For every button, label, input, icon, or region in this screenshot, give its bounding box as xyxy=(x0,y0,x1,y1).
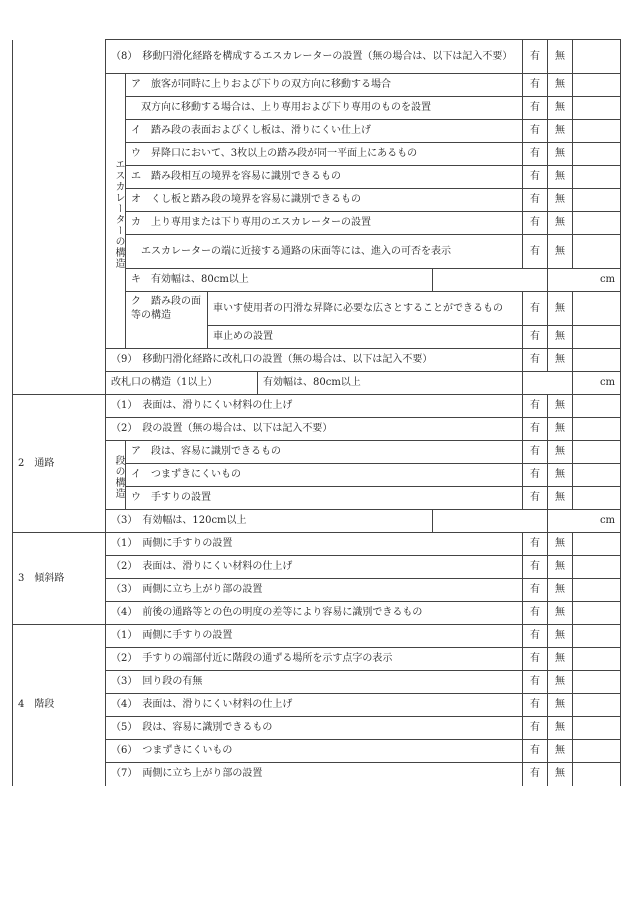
remarks-cell xyxy=(573,212,621,235)
unit-cm: cm xyxy=(573,372,621,395)
yes-option[interactable]: 有 xyxy=(523,671,548,694)
escalator-structure-label: エスカレーターの構造 xyxy=(106,74,126,349)
remarks-cell xyxy=(573,533,621,556)
item-label: （2） 表面は、滑りにくい材料の仕上げ xyxy=(106,556,523,579)
no-option[interactable]: 無 xyxy=(548,441,573,464)
item-label: エ 踏み段相互の境界を容易に識別できるもの xyxy=(126,166,523,189)
item-label: カ 上り専用または下り専用のエスカレーターの設置 xyxy=(126,212,523,235)
remarks-cell xyxy=(573,349,621,372)
yes-option[interactable]: 有 xyxy=(523,602,548,625)
remarks-cell xyxy=(573,464,621,487)
remarks-cell xyxy=(573,671,621,694)
item-label: ウ 手すりの設置 xyxy=(126,487,523,510)
no-option[interactable]: 無 xyxy=(548,212,573,235)
remarks-cell xyxy=(573,648,621,671)
remarks-cell xyxy=(573,441,621,464)
remarks-cell xyxy=(573,395,621,418)
item-label: （5） 段は、容易に識別できるもの xyxy=(106,717,523,740)
yes-option[interactable]: 有 xyxy=(523,487,548,510)
item-label: （3） 両側に立ち上がり部の設置 xyxy=(106,579,523,602)
no-option[interactable]: 無 xyxy=(548,418,573,441)
remarks-cell xyxy=(573,625,621,648)
no-option[interactable]: 無 xyxy=(548,235,573,269)
no-option[interactable]: 無 xyxy=(548,326,573,349)
yes-option[interactable]: 有 xyxy=(523,533,548,556)
item-label: 車いす使用者の円滑な昇降に必要な広さとすることができるもの xyxy=(208,292,523,326)
category-stairs: 4 階段 xyxy=(13,625,106,786)
yes-option[interactable]: 有 xyxy=(523,235,548,269)
item-label: （2） 段の設置（無の場合は、以下は記入不要） xyxy=(106,418,523,441)
unit-cm: cm xyxy=(548,269,621,292)
remarks-cell xyxy=(573,556,621,579)
item-label: （3） 有効幅は、120cm以上 xyxy=(106,510,433,533)
no-option[interactable]: 無 xyxy=(548,717,573,740)
no-option[interactable]: 無 xyxy=(548,120,573,143)
remarks-cell xyxy=(573,120,621,143)
no-option[interactable]: 無 xyxy=(548,74,573,97)
width-input[interactable] xyxy=(523,372,573,395)
yes-option[interactable]: 有 xyxy=(523,74,548,97)
row-escalator xyxy=(13,40,621,74)
step-structure-label: 段の構造 xyxy=(106,441,126,510)
yes-option[interactable]: 有 xyxy=(523,326,548,349)
item-label: （1） 表面は、滑りにくい材料の仕上げ xyxy=(106,395,523,418)
no-option[interactable]: 無 xyxy=(548,395,573,418)
remarks-cell xyxy=(573,602,621,625)
item-label: オ くし板と踏み段の境界を容易に識別できるもの xyxy=(126,189,523,212)
item-label: （8） 移動円滑化経路を構成するエスカレーターの設置（無の場合は、以下は記入不要） xyxy=(106,40,523,74)
no-option[interactable]: 無 xyxy=(548,349,573,372)
yes-option[interactable]: 有 xyxy=(523,189,548,212)
remarks-cell xyxy=(573,74,621,97)
item-label: ウ 昇降口において、3枚以上の踏み段が同一平面上にあるもの xyxy=(126,143,523,166)
item-label: ア 旅客が同時に上りおよび下りの双方向に移動する場合 xyxy=(126,74,523,97)
item-label: 改札口の構造（1以上） xyxy=(106,372,258,395)
remarks-cell xyxy=(573,579,621,602)
item-label: 有効幅は、80cm以上 xyxy=(258,372,523,395)
no-option[interactable]: 無 xyxy=(548,694,573,717)
no-option[interactable]: 無 xyxy=(548,97,573,120)
remarks-cell xyxy=(573,292,621,326)
yes-option[interactable]: 有 xyxy=(523,40,548,74)
no-option[interactable]: 無 xyxy=(548,533,573,556)
no-option[interactable]: 無 xyxy=(548,292,573,326)
no-option[interactable]: 無 xyxy=(548,464,573,487)
unit-cm: cm xyxy=(548,510,621,533)
yes-option[interactable]: 有 xyxy=(523,740,548,763)
width-input[interactable] xyxy=(433,510,548,533)
item-label: （4） 表面は、滑りにくい材料の仕上げ xyxy=(106,694,523,717)
yes-option[interactable]: 有 xyxy=(523,648,548,671)
item-label: （4） 前後の通路等との色の明度の差等により容易に識別できるもの xyxy=(106,602,523,625)
item-label: （9） 移動円滑化経路に改札口の設置（無の場合は、以下は記入不要） xyxy=(106,349,523,372)
no-option[interactable]: 無 xyxy=(548,602,573,625)
row-ramp-1 xyxy=(13,533,621,556)
item-label: （2） 手すりの端部付近に階段の通ずる場所を示す点字の表示 xyxy=(106,648,523,671)
yes-option[interactable]: 有 xyxy=(523,418,548,441)
yes-option[interactable]: 有 xyxy=(523,579,548,602)
no-option[interactable]: 無 xyxy=(548,189,573,212)
no-option[interactable]: 無 xyxy=(548,648,573,671)
yes-option[interactable]: 有 xyxy=(523,625,548,648)
remarks-cell xyxy=(573,487,621,510)
no-option[interactable]: 無 xyxy=(548,579,573,602)
remarks-cell xyxy=(573,40,621,74)
remarks-cell xyxy=(573,326,621,349)
item-label: 双方向に移動する場合は、上り専用および下り専用のものを設置 xyxy=(126,97,523,120)
category-cell-empty xyxy=(13,40,106,395)
item-label: （7） 両側に立ち上がり部の設置 xyxy=(106,763,523,786)
yes-option[interactable]: 有 xyxy=(523,694,548,717)
yes-option[interactable]: 有 xyxy=(523,97,548,120)
row-passage-1 xyxy=(13,395,621,418)
remarks-cell xyxy=(573,418,621,441)
item-label: （3） 回り段の有無 xyxy=(106,671,523,694)
remarks-cell xyxy=(573,694,621,717)
remarks-cell xyxy=(573,166,621,189)
yes-option[interactable]: 有 xyxy=(523,120,548,143)
item-label: （1） 両側に手すりの設置 xyxy=(106,625,523,648)
no-option[interactable]: 無 xyxy=(548,166,573,189)
yes-option[interactable]: 有 xyxy=(523,717,548,740)
no-option[interactable]: 無 xyxy=(548,143,573,166)
checklist-table xyxy=(12,39,621,786)
item-label: ア 段は、容易に識別できるもの xyxy=(126,441,523,464)
remarks-cell xyxy=(573,189,621,212)
item-label: 車止めの設置 xyxy=(208,326,523,349)
remarks-cell xyxy=(573,143,621,166)
yes-option[interactable]: 有 xyxy=(523,464,548,487)
remarks-cell xyxy=(573,717,621,740)
yes-option[interactable]: 有 xyxy=(523,395,548,418)
yes-option[interactable]: 有 xyxy=(523,212,548,235)
yes-option[interactable]: 有 xyxy=(523,292,548,326)
yes-option[interactable]: 有 xyxy=(523,166,548,189)
yes-option[interactable]: 有 xyxy=(523,349,548,372)
category-passage: 2 通路 xyxy=(13,395,106,533)
category-ramp: 3 傾斜路 xyxy=(13,533,106,625)
yes-option[interactable]: 有 xyxy=(523,441,548,464)
yes-option[interactable]: 有 xyxy=(523,763,548,786)
yes-option[interactable]: 有 xyxy=(523,143,548,166)
item-label: （6） つまずきにくいもの xyxy=(106,740,523,763)
item-label: イ つまずきにくいもの xyxy=(126,464,523,487)
no-option[interactable]: 無 xyxy=(548,40,573,74)
item-label: キ 有効幅は、80cm以上 xyxy=(126,269,433,292)
width-input[interactable] xyxy=(433,269,548,292)
row-stairs-1 xyxy=(13,625,621,648)
no-option[interactable]: 無 xyxy=(548,671,573,694)
no-option[interactable]: 無 xyxy=(548,625,573,648)
no-option[interactable]: 無 xyxy=(548,763,573,786)
item-label: ク 踏み段の面等の構造 xyxy=(126,292,208,349)
item-label: （1） 両側に手すりの設置 xyxy=(106,533,523,556)
no-option[interactable]: 無 xyxy=(548,487,573,510)
item-label: エスカレーターの端に近接する通路の床面等には、進入の可否を表示 xyxy=(126,235,523,269)
item-label: イ 踏み段の表面およびくし板は、滑りにくい仕上げ xyxy=(126,120,523,143)
remarks-cell xyxy=(573,97,621,120)
remarks-cell xyxy=(573,763,621,786)
no-option[interactable]: 無 xyxy=(548,556,573,579)
yes-option[interactable]: 有 xyxy=(523,556,548,579)
remarks-cell xyxy=(573,740,621,763)
no-option[interactable]: 無 xyxy=(548,740,573,763)
remarks-cell xyxy=(573,235,621,269)
